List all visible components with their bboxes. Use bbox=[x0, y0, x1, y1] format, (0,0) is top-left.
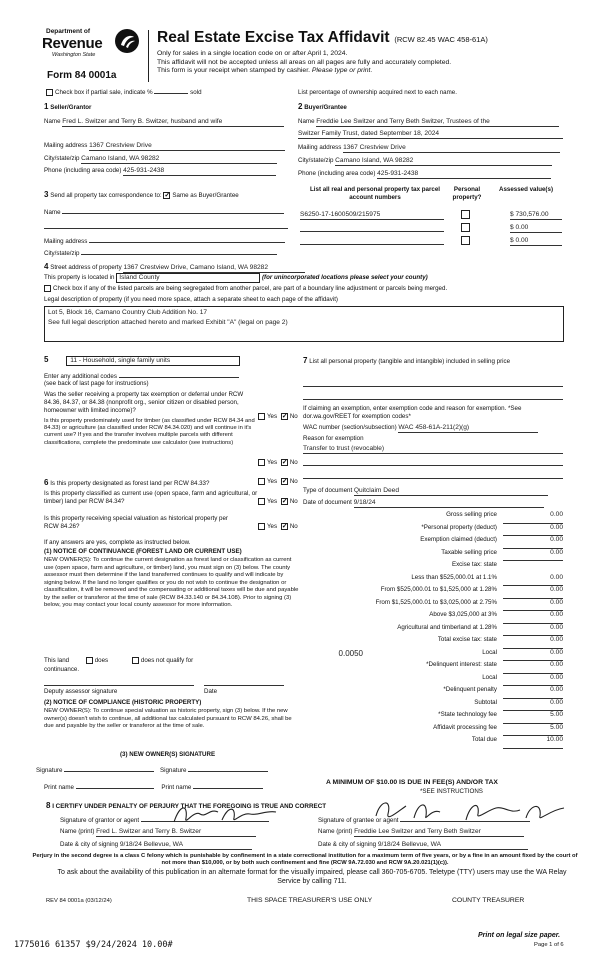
doc-date-row bbox=[303, 499, 565, 508]
location-row bbox=[44, 273, 564, 283]
new-owner-print-label1: Print name bbox=[44, 784, 74, 791]
yes-label: Yes bbox=[267, 459, 278, 467]
tax-value[interactable]: 0.00 bbox=[503, 549, 563, 562]
use-code-row bbox=[44, 355, 240, 366]
tax-value[interactable]: 0.00 bbox=[503, 524, 563, 537]
buyer-name-field1[interactable]: Freddie Lee Switzer and Terry Beth Switzer, Trustees of the bbox=[316, 118, 559, 127]
grantee-signature-scribble-icon bbox=[370, 796, 570, 826]
seller-title: Seller/Grantor bbox=[50, 104, 92, 111]
correspondence-name-field[interactable] bbox=[62, 207, 284, 214]
correspondence-extra-line[interactable] bbox=[44, 222, 288, 229]
correspondence-heading bbox=[44, 190, 294, 200]
grantee-name-label: Name (print) bbox=[318, 828, 353, 835]
s6-q3-no[interactable] bbox=[281, 523, 288, 530]
seller-city-label: City/state/zip bbox=[44, 155, 80, 162]
correspondence-title: Send all property tax correspondence to: bbox=[50, 192, 162, 199]
assessed-col-header: Assessed value(s) bbox=[499, 186, 553, 193]
correspondence-city-row bbox=[44, 248, 288, 258]
s6-q3: Is this property receiving special valuation as historical property per RCW 84.26? bbox=[44, 515, 228, 530]
seller-mailing-row bbox=[44, 142, 288, 151]
s5-q1: Was the seller receiving a property tax exemption or deferral under RCW 84.36, 84.37, or 84.38 (nonprofit org., senior citizen or disabled person, homeowner with limited income)? bbox=[44, 391, 244, 414]
tax-row bbox=[303, 511, 563, 524]
s6-q3-yes[interactable] bbox=[258, 523, 265, 530]
new-owner-sig-row bbox=[36, 766, 296, 775]
deputy-signature-field[interactable] bbox=[44, 680, 194, 686]
buyer-phone-field[interactable]: 425-931-2438 bbox=[377, 170, 551, 179]
legal-line2: See full legal description attached hereto and marked Exhibit "A" (legal on page 2) bbox=[48, 319, 288, 327]
tax-value[interactable]: 0.00 bbox=[503, 586, 563, 599]
no-label: No bbox=[289, 413, 298, 421]
partial-sale-row bbox=[46, 89, 202, 97]
s5-q2-answers bbox=[258, 459, 298, 467]
tax-value[interactable]: 5.00 bbox=[503, 711, 563, 724]
agency-line2: Revenue bbox=[42, 35, 103, 52]
s6-q1-answers bbox=[258, 478, 298, 486]
seller-phone-row bbox=[44, 167, 288, 176]
does-not-checkbox[interactable] bbox=[132, 657, 139, 664]
section7-heading bbox=[303, 356, 565, 366]
seller-phone-field[interactable]: 425-931-2438 bbox=[123, 167, 276, 176]
certify-text: I CERTIFY UNDER PENALTY OF PERJURY THAT THE FOREGOING IS TRUE AND CORRECT bbox=[52, 803, 327, 810]
tax-label: Local bbox=[482, 673, 497, 681]
grantor-name-field[interactable]: Fred L. Switzer and Terry B. Switzer bbox=[96, 828, 256, 837]
tax-value[interactable]: 0.00 bbox=[503, 624, 563, 637]
s5-q2: Is this property predominately used for timber (as classified under RCW 84.34 and 84.33) or agriculture (as classified under RCW 84.34.020) and will continue in it's current use? If yes and the transfer involves multiple parcels with different classifications, complete the predominate use calculator (see instructions) bbox=[44, 418, 255, 446]
tax-label: *State technology fee bbox=[438, 711, 497, 718]
tax-calc-table bbox=[303, 511, 563, 749]
cashier-stamp: 1775016 61357 $9/24/2024 10.00# bbox=[14, 940, 173, 950]
s5-q1-answers bbox=[258, 413, 298, 421]
see-back-label: (see back of last page for instructions) bbox=[44, 380, 149, 387]
tax-label: Taxable selling price bbox=[441, 548, 497, 556]
tax-value[interactable]: 0.00 bbox=[503, 649, 563, 662]
deputy-date-label: Date bbox=[204, 688, 218, 695]
alt-format-notice: To ask about the availability of this publication in an alternate format for the visually impaired, please call 360-705-6705. Teletype (TTY) users may use the WA Relay Service by calling 711. bbox=[57, 869, 567, 885]
reason-label: Reason for exemption bbox=[303, 435, 364, 442]
tax-row bbox=[303, 574, 563, 587]
s6-q2: Is this property classified as current use (open space, farm and agricultural, or timber) land per RCW 84.34? bbox=[44, 490, 258, 505]
correspondence-city-field[interactable] bbox=[81, 248, 277, 255]
buyer-city-field[interactable]: Camano Island, WA 98282 bbox=[335, 157, 552, 166]
tax-value[interactable]: 0.00 bbox=[503, 686, 563, 699]
does-label: does bbox=[94, 657, 109, 665]
tax-label: Subtotal bbox=[474, 698, 497, 706]
seller-city-row bbox=[44, 155, 288, 164]
tax-label: Gross selling price bbox=[446, 511, 497, 518]
street-row bbox=[44, 262, 344, 273]
correspondence-city-label: City/state/zip bbox=[44, 250, 80, 257]
header-note3: This form is your receipt when stamped by cashier. bbox=[157, 67, 310, 75]
legal-line1: Lot 5, Block 16, Camano Country Club Addition No. 17 bbox=[48, 309, 208, 316]
header-note3-italic: Please type or print. bbox=[311, 67, 373, 75]
agency-line3: Washington State bbox=[52, 52, 96, 58]
grantor-sig-label: Signature of grantor or agent bbox=[60, 817, 140, 824]
section7-title: List all personal property (tangible and intangible) included in selling price bbox=[309, 358, 511, 365]
s6-q2-yes[interactable] bbox=[258, 498, 265, 505]
tax-row bbox=[303, 711, 563, 724]
tax-label: *Delinquent interest: state bbox=[426, 661, 497, 668]
tax-row bbox=[303, 586, 563, 599]
assessed-value-1[interactable]: $ 730,576.00 bbox=[510, 211, 562, 220]
form-citation: (RCW 82.45 WAC 458-61A) bbox=[394, 35, 488, 44]
page-number: Page 1 of 6 bbox=[534, 942, 564, 948]
reason-field[interactable]: Transfer to trust (revocable) bbox=[303, 445, 563, 454]
tax-value[interactable]: 0.00 bbox=[503, 699, 563, 712]
new-owner-print-row bbox=[44, 783, 304, 792]
tax-value[interactable]: 0.00 bbox=[503, 536, 563, 549]
tax-value[interactable]: 0.00 bbox=[503, 599, 563, 612]
seller-mailing-field[interactable]: 1367 Crestview Drive bbox=[89, 142, 285, 151]
grantee-sig-label: Signature of grantee or agent bbox=[318, 817, 399, 824]
grantor-signature-scribble-icon bbox=[170, 800, 280, 828]
tax-row bbox=[303, 699, 563, 712]
no-label: No bbox=[289, 478, 298, 486]
street-label: Street address of property bbox=[50, 264, 122, 271]
qualify-row bbox=[44, 657, 304, 665]
s5-q2-yes[interactable] bbox=[258, 459, 265, 466]
tax-row bbox=[303, 611, 563, 624]
tax-label: From $525,000.01 to $1,525,000 at 1.28% bbox=[380, 586, 497, 593]
tax-row bbox=[303, 624, 563, 637]
tax-label: Local bbox=[482, 648, 497, 656]
does-checkbox[interactable] bbox=[86, 657, 93, 664]
yes-label: Yes bbox=[267, 523, 278, 531]
grantor-date-field[interactable]: 9/18/24 Bellevue, WA bbox=[120, 841, 252, 850]
s5-q1-yes[interactable] bbox=[258, 413, 265, 420]
parcel-number-2[interactable] bbox=[300, 224, 444, 232]
personal-checkbox-3[interactable] bbox=[461, 236, 470, 245]
seller-city-field[interactable]: Camano Island, WA 98282 bbox=[81, 155, 277, 164]
buyer-name-label: Name bbox=[298, 118, 315, 125]
tax-value[interactable]: 0.00 bbox=[503, 574, 563, 587]
compliance-text: NEW OWNER(S): To continue special valuation as historic property, sign (3) below. If the new owner(s) doesn't wish to continue, all additional tax calculated pursuant to RCW 84.26, shall be due and payable by the seller or transferor at the time of sale. bbox=[44, 708, 292, 730]
grantor-date-label: Date & city of signing bbox=[60, 841, 119, 848]
tax-row bbox=[303, 561, 563, 574]
ownership-note: List percentage of ownership acquired next to each name. bbox=[298, 89, 457, 96]
located-label: This property is located in bbox=[44, 274, 115, 281]
parcel-number-3[interactable] bbox=[300, 237, 444, 245]
tax-value[interactable]: 5.00 bbox=[503, 724, 563, 737]
grantee-date-label: Date & city of signing bbox=[318, 841, 377, 848]
s6-q1-yes[interactable] bbox=[258, 478, 265, 485]
this-land-label: This land bbox=[44, 657, 70, 665]
tax-value[interactable]: 0.00 bbox=[503, 636, 563, 649]
certify-number: 8 bbox=[46, 801, 51, 810]
personal-checkbox-2[interactable] bbox=[461, 223, 470, 232]
wac-field[interactable]: WAC 458-61A-211(2)(g) bbox=[398, 424, 538, 433]
see-instructions: *SEE INSTRUCTIONS bbox=[420, 788, 483, 795]
legal-label: Legal description of property (if you need more space, attach a separate sheet to each page of the affidavit) bbox=[44, 296, 338, 303]
tax-label: Exemption claimed (deduct) bbox=[420, 536, 497, 543]
continuance-label: continuance. bbox=[44, 666, 80, 673]
tax-value[interactable]: 0.00 bbox=[503, 611, 563, 624]
personal-col-header: Personal property? bbox=[452, 186, 482, 201]
deputy-sig-label: Deputy assessor signature bbox=[44, 688, 118, 695]
s5-q2-no[interactable] bbox=[281, 459, 288, 466]
does-not-label: does not qualify for bbox=[140, 657, 194, 665]
no-label: No bbox=[289, 498, 298, 506]
tax-label: Less than $525,000.01 at 1.1% bbox=[411, 573, 497, 581]
revenue-swirl-icon bbox=[114, 28, 140, 54]
no-label: No bbox=[289, 459, 298, 467]
tax-label: *Delinquent penalty bbox=[443, 686, 497, 693]
legal-paper-note: Print on legal size paper. bbox=[478, 932, 561, 939]
exemption-claim-note: If claiming an exemption, enter exemption code and reason for exemption. *See dor.wa.gov/REET for exemption codes* bbox=[303, 405, 522, 420]
s6-q2-answers bbox=[258, 498, 298, 506]
partial-sale-checkbox[interactable] bbox=[46, 89, 53, 96]
form-number: Form 84 0001a bbox=[47, 70, 117, 81]
grantee-date-field[interactable]: 9/18/24 Bellevue, WA bbox=[378, 841, 528, 850]
buyer-heading bbox=[298, 102, 347, 112]
use-code-select[interactable]: 11 - Household, single family units bbox=[66, 356, 240, 366]
parcel-col-header: List all real and personal property tax parcel account numbers bbox=[310, 186, 440, 201]
tax-row bbox=[303, 649, 563, 662]
s6-q2-no[interactable] bbox=[281, 498, 288, 505]
tax-value[interactable]: 0.00 bbox=[503, 661, 563, 674]
new-owner-print-field1[interactable] bbox=[76, 783, 154, 789]
property-number: 4 bbox=[44, 262, 49, 271]
tax-row bbox=[303, 674, 563, 687]
same-as-buyer-checkbox[interactable] bbox=[163, 192, 170, 199]
yes-label: Yes bbox=[267, 498, 278, 506]
seller-phone-label: Phone (including area code) bbox=[44, 167, 122, 174]
treasurer-use: THIS SPACE TREASURER'S USE ONLY bbox=[247, 897, 373, 904]
additional-codes-label: Enter any additional codes bbox=[44, 373, 117, 380]
tax-label: Agricultural and timberland at 1.28% bbox=[397, 623, 497, 631]
parcel-number-1[interactable]: S6250-17-1600509/215975 bbox=[300, 211, 444, 220]
seller-name-field[interactable]: Fred L. Switzer and Terry B. Switzer, husband and wife bbox=[62, 118, 284, 127]
new-owner-print-label2: Print name bbox=[161, 784, 192, 791]
correspondence-mailing-row bbox=[44, 236, 288, 246]
correspondence-mailing-field[interactable] bbox=[89, 236, 285, 243]
yes-label: Yes bbox=[267, 478, 278, 486]
buyer-title: Buyer/Grantee bbox=[304, 104, 347, 111]
tax-value[interactable]: 0.00 bbox=[503, 674, 563, 687]
grantor-name-label: Name (print) bbox=[60, 828, 95, 835]
personal-property-line2[interactable] bbox=[303, 393, 563, 400]
revenue-logo bbox=[42, 28, 142, 81]
unincorporated-note: (for unincorporated locations please select your county) bbox=[261, 274, 428, 281]
additional-codes-field[interactable] bbox=[119, 371, 239, 378]
form-title-block bbox=[157, 28, 577, 76]
tax-label: Above $3,025,000 at 3% bbox=[429, 611, 497, 618]
tax-row bbox=[303, 661, 563, 674]
local-rate: 0.0050 bbox=[338, 648, 363, 658]
grantor-date-row bbox=[60, 841, 300, 850]
deputy-date-field[interactable] bbox=[204, 680, 284, 686]
tax-row bbox=[303, 686, 563, 699]
new-owner-sig-field1[interactable] bbox=[64, 766, 154, 772]
buyer-city-row bbox=[298, 157, 563, 166]
buyer-mailing-label: Mailing address bbox=[298, 144, 342, 151]
section5-number: 5 bbox=[44, 355, 49, 364]
doc-type-row bbox=[303, 487, 565, 496]
segregated-row bbox=[44, 285, 574, 293]
s6-q1: Is this property designated as forest land per RCW 84.33? bbox=[50, 480, 210, 487]
grantee-name-field[interactable]: Freddie Lee Switzer and Terry Beth Switzer bbox=[354, 828, 524, 837]
grantee-name-row bbox=[318, 828, 568, 837]
county-select[interactable]: Island County bbox=[116, 273, 260, 283]
s6-q3-answers bbox=[258, 523, 298, 531]
tax-row bbox=[303, 549, 563, 562]
partial-percent-field[interactable] bbox=[154, 93, 188, 94]
minimum-due: A MINIMUM OF $10.00 IS DUE IN FEE(S) AND/OR TAX bbox=[326, 779, 498, 786]
section6-number: 6 bbox=[44, 478, 49, 487]
personal-checkbox-1[interactable] bbox=[461, 210, 470, 219]
wac-label: WAC number (section/subsection) bbox=[303, 424, 397, 431]
same-as-buyer-label: Same as Buyer/Grantee bbox=[172, 192, 239, 199]
personal-property-line1[interactable] bbox=[303, 380, 563, 387]
tax-label: Affidavit processing fee bbox=[433, 723, 497, 731]
reason-line3[interactable] bbox=[303, 472, 563, 479]
header-note3-row bbox=[157, 67, 577, 75]
reason-line2[interactable] bbox=[303, 459, 563, 466]
tax-row bbox=[303, 736, 563, 749]
tax-label: Total due bbox=[471, 736, 497, 743]
sold-label: sold bbox=[190, 89, 202, 97]
form-title: Real Estate Excise Tax Affidavit bbox=[157, 29, 390, 46]
legal-description-box[interactable] bbox=[44, 306, 564, 342]
tax-value[interactable]: 10.00 bbox=[503, 736, 563, 749]
county-treasurer: COUNTY TREASURER bbox=[452, 897, 525, 904]
assessed-value-2[interactable]: $ 0.00 bbox=[510, 224, 562, 233]
tax-row bbox=[303, 599, 563, 612]
header-divider bbox=[148, 30, 149, 82]
wac-row bbox=[303, 424, 565, 433]
yes-label: Yes bbox=[267, 413, 278, 421]
compliance-heading: (2) NOTICE OF COMPLIANCE (HISTORIC PROPERTY) bbox=[44, 699, 202, 706]
header-note2: This affidavit will not be accepted unless all areas on all pages are fully and accurately completed. bbox=[157, 58, 452, 66]
tax-row bbox=[303, 524, 563, 537]
tax-row bbox=[303, 536, 563, 549]
tax-value bbox=[553, 561, 563, 574]
section7-number: 7 bbox=[303, 356, 308, 365]
seller-name-row bbox=[44, 118, 288, 127]
doc-type-field[interactable]: Quitclaim Deed bbox=[354, 487, 548, 496]
grantee-date-row bbox=[318, 841, 568, 850]
new-owner-print-field2[interactable] bbox=[193, 783, 263, 789]
buyer-number: 2 bbox=[298, 102, 303, 111]
buyer-phone-label: Phone (including area code) bbox=[298, 170, 376, 177]
doc-date-label: Date of document bbox=[303, 499, 352, 506]
seller-mailing-label: Mailing address bbox=[44, 142, 88, 149]
doc-type-label: Type of document bbox=[303, 487, 353, 494]
seller-heading bbox=[44, 102, 91, 112]
buyer-mailing-row bbox=[298, 144, 563, 153]
buyer-city-label: City/state/zip bbox=[298, 157, 334, 164]
assessed-value-3[interactable]: $ 0.00 bbox=[510, 237, 562, 246]
header-note1: Only for sales in a single location code on or after April 1, 2024. bbox=[157, 50, 348, 58]
agency-line1: Department of bbox=[46, 28, 91, 35]
correspondence-number: 3 bbox=[44, 190, 49, 199]
perjury-notice: Perjury in the second degree is a class C felony which is punishable by confinement in a state correctional institution for a maximum term of five years, or by a fine in an amount fixed by the court of not more than $10,000, or by both such confinement and fine (RCW 9A.72.030 and RCW 9A.20.021(1)(c)). bbox=[32, 853, 578, 866]
grantor-name-row bbox=[60, 828, 300, 837]
new-owner-sig-heading: (3) NEW OWNER(S) SIGNATURE bbox=[120, 751, 216, 758]
tax-row bbox=[303, 636, 563, 649]
s6-q1-no[interactable] bbox=[281, 478, 288, 485]
new-owner-sig-label2: Signature bbox=[159, 767, 187, 774]
seller-number: 1 bbox=[44, 102, 49, 111]
tax-label: Total excise tax: state bbox=[437, 636, 497, 643]
s5-q1-no[interactable] bbox=[281, 413, 288, 420]
segregated-label: Check box if any of the listed parcels are being segregated from another parcel, are part of a boundary line adjustment or parcels being merged. bbox=[53, 285, 448, 293]
buyer-name-field2[interactable]: Switzer Family Trust, dated September 18, 2024 bbox=[298, 130, 563, 139]
tax-label: From $1,525,000.01 to $3,025,000 at 2.75% bbox=[375, 598, 497, 606]
seller-name-label: Name bbox=[44, 118, 61, 125]
tax-row bbox=[303, 724, 563, 737]
rev-number: REV 84 0001a (03/12/24) bbox=[46, 898, 112, 904]
tax-label: Excise tax: state bbox=[451, 561, 497, 568]
continuance-heading: (1) NOTICE OF CONTINUANCE (FOREST LAND OR CURRENT USE) bbox=[44, 548, 242, 555]
correspondence-mailing-label: Mailing address bbox=[44, 238, 88, 245]
new-owner-sig-label1: Signature bbox=[36, 767, 63, 774]
partial-sale-label: Check box if partial sale, indicate % bbox=[55, 89, 153, 97]
s6-if-yes: If any answers are yes, complete as instructed below. bbox=[44, 539, 191, 546]
tax-value[interactable]: 0.00 bbox=[503, 511, 563, 524]
correspondence-name-label: Name bbox=[44, 209, 61, 216]
buyer-mailing-field[interactable]: 1367 Crestview Drive bbox=[343, 144, 560, 153]
continuance-text: NEW OWNER(S): To continue the current designation as forest land or classification as current use (open space, farm and agriculture, or timber) land, you must sign on (3) below. The county assessor must then determine if the land transferred continues to qualify and will indicate by signing below. If the land no longer qualifies or you do not wish to continue the designation or classification, it will be removed and the compensating or additional taxes will be due and payable by the seller or transferor at the time of sale (RCW 84.33.140 or 84.34.108). Prior to signing (3) below, you may contact your local county assessor for more information. bbox=[44, 557, 299, 609]
correspondence-name-row bbox=[44, 207, 288, 217]
new-owner-sig-field2[interactable] bbox=[188, 766, 268, 772]
street-field[interactable]: 1367 Crestview Drive, Camano Island, WA 98282 bbox=[123, 264, 305, 273]
s6-q1-row bbox=[44, 478, 314, 488]
tax-label: *Personal property (deduct) bbox=[421, 523, 497, 531]
no-label: No bbox=[289, 523, 298, 531]
buyer-name-row bbox=[298, 118, 563, 127]
segregated-checkbox[interactable] bbox=[44, 285, 51, 292]
doc-date-field[interactable]: 9/18/24 bbox=[354, 499, 544, 508]
buyer-phone-row bbox=[298, 170, 563, 179]
